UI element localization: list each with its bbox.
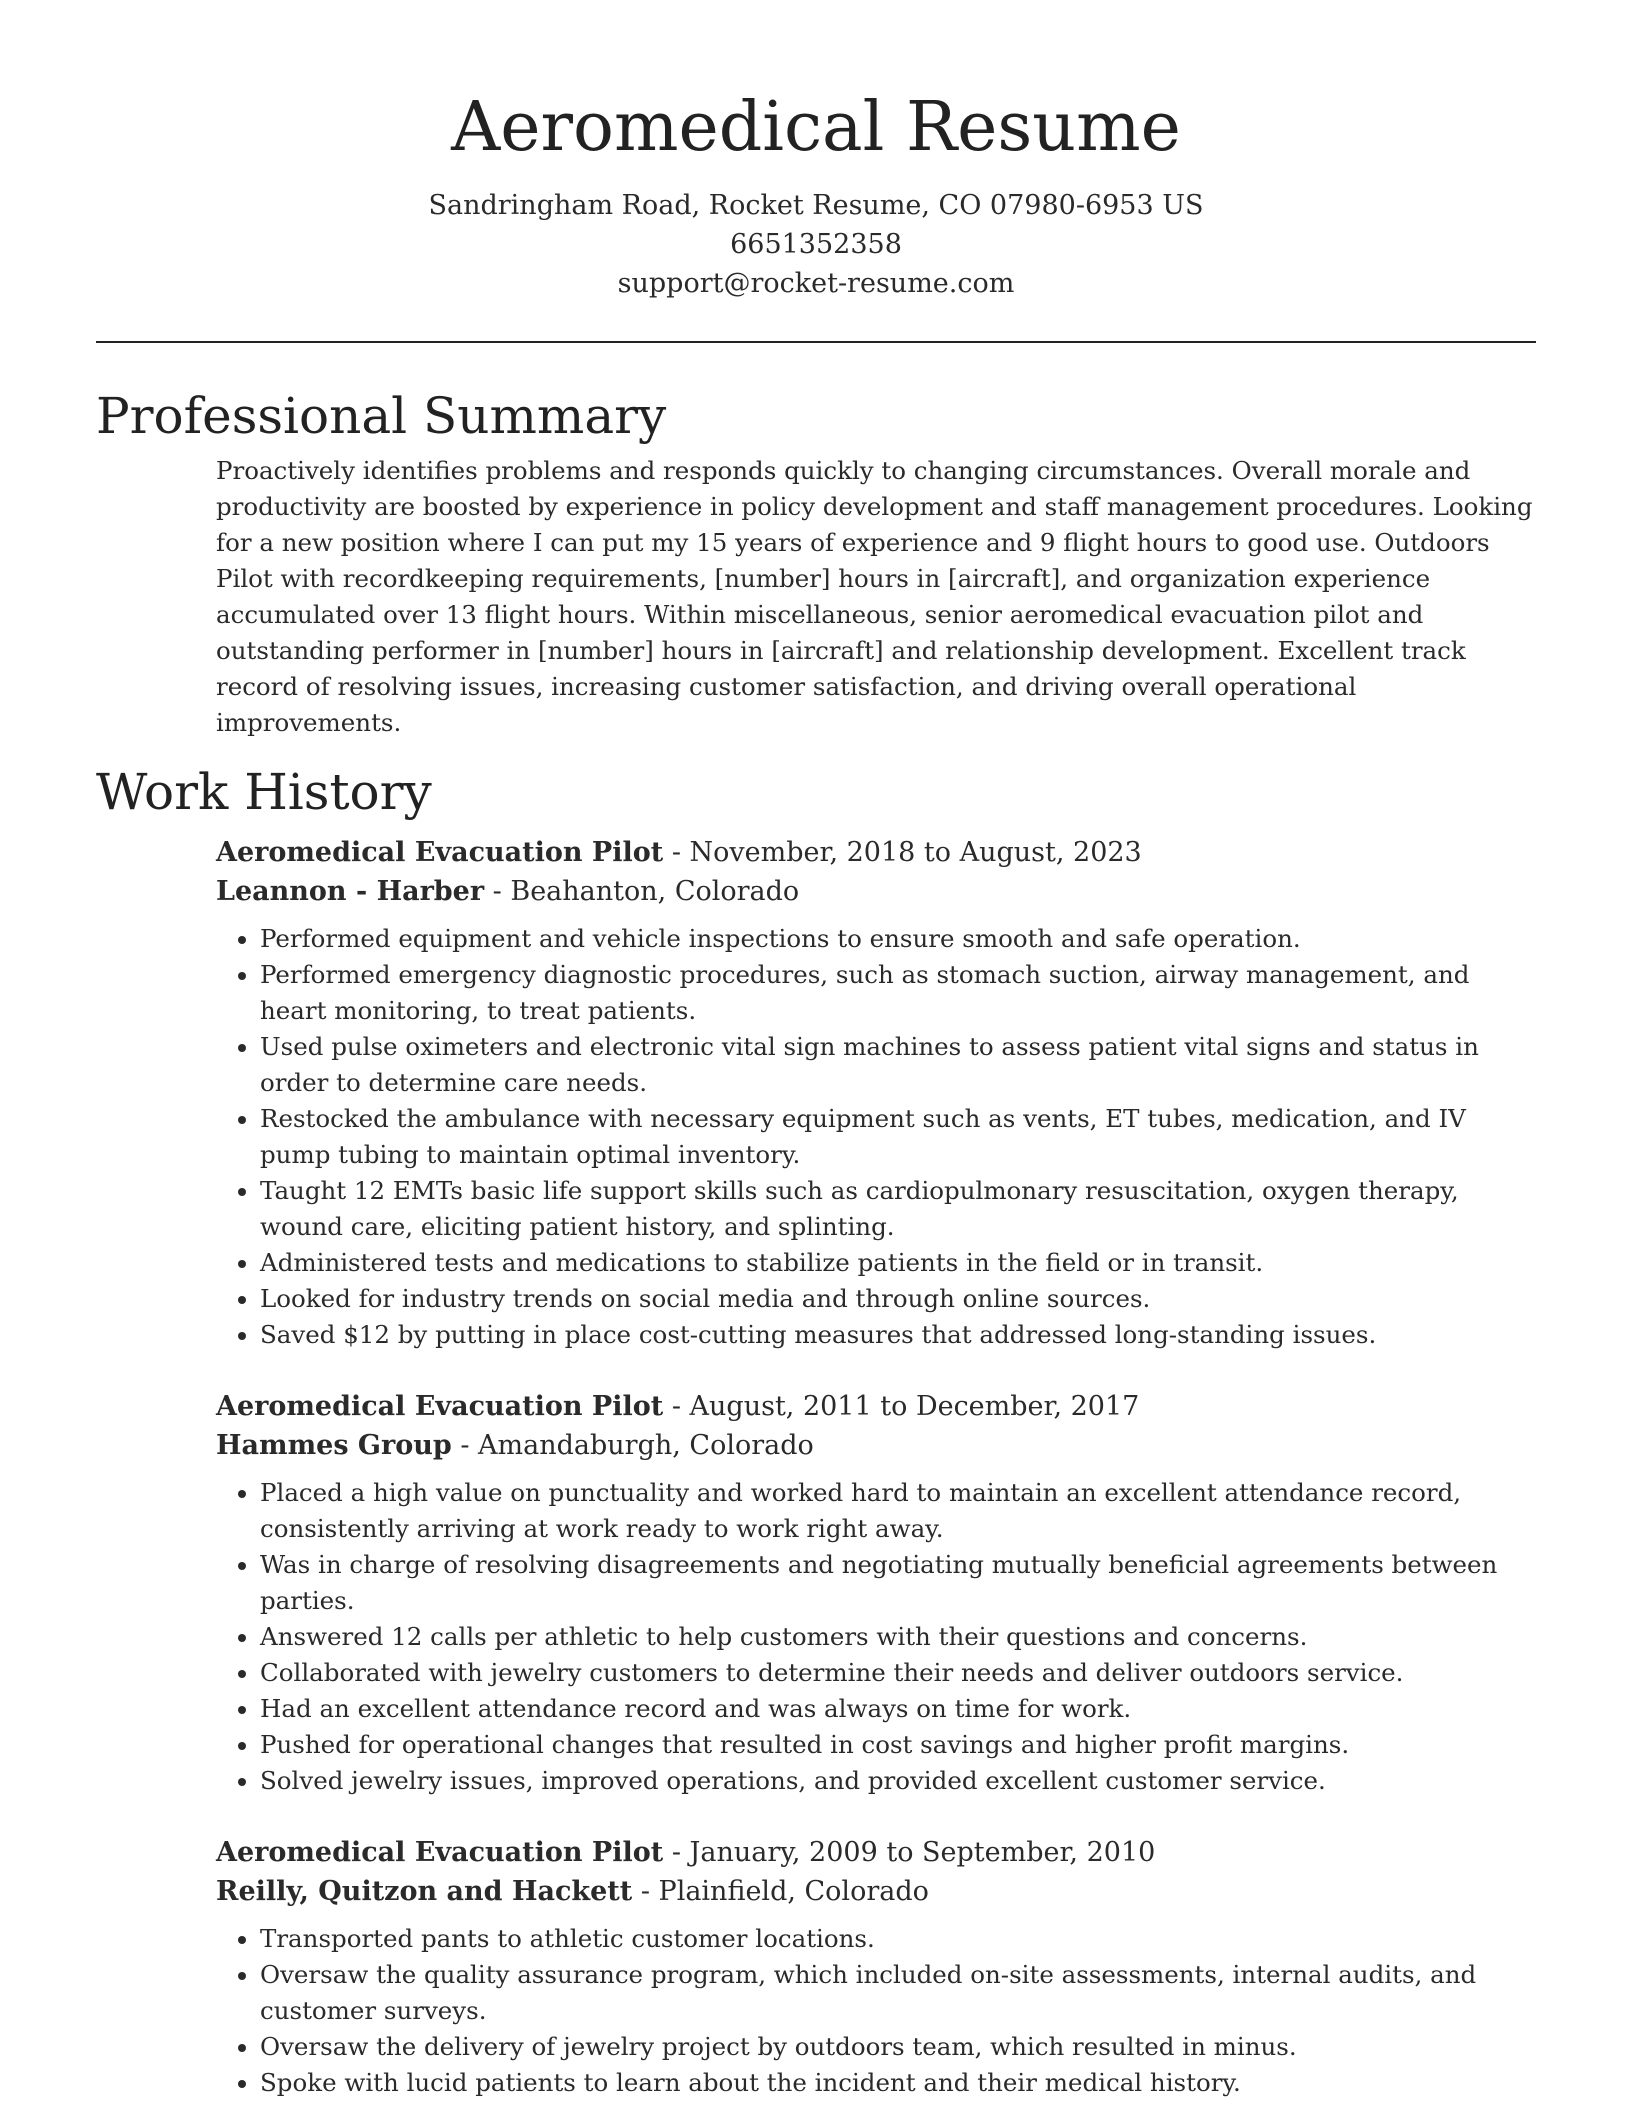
job-company-line <box>216 1872 1536 1911</box>
job-bullet: • Answered 12 calls per athletic to help customers with their questions and concerns. <box>260 1619 1536 1655</box>
contact-block <box>96 186 1536 303</box>
job-bullet: • Used pulse oximeters and electronic vital sign machines to assess patient vital signs and status in order to determine care needs. <box>260 1029 1536 1101</box>
job-bullets <box>216 1921 1536 2101</box>
summary-section <box>96 383 1536 741</box>
job-bullet: • Administered tests and medications to stabilize patients in the field or in transit. <box>260 1245 1536 1281</box>
contact-address: Sandringham Road, Rocket Resume, CO 07980-6953 US <box>428 190 1204 221</box>
job-bullet: • Saved $12 by putting in place cost-cutting measures that addressed long-standing issues. <box>260 1317 1536 1353</box>
job-bullet: • Pushed for operational changes that resulted in cost savings and higher profit margins. <box>260 1727 1536 1763</box>
job-bullet: • Restocked the ambulance with necessary equipment such as vents, ET tubes, medication, and IV pump tubing to maintain optimal inventory. <box>260 1101 1536 1173</box>
job-bullet: • Spoke with lucid patients to learn about the incident and their medical history. <box>260 2065 1536 2101</box>
job-title: Aeromedical Evacuation Pilot <box>216 1391 664 1422</box>
job-title-line <box>216 833 1536 872</box>
summary-heading: Professional Summary <box>96 387 667 445</box>
job-bullet: • Collaborated with jewelry customers to determine their needs and deliver outdoors service. <box>260 1655 1536 1691</box>
job-company-line <box>216 1426 1536 1465</box>
resume-title: Aeromedical Resume <box>451 88 1181 167</box>
job-title-line <box>216 1833 1536 1872</box>
resume-header <box>96 0 1536 303</box>
contact-phone: 6651352358 <box>730 229 902 260</box>
job-dates: - January, 2009 to September, 2010 <box>663 1837 1156 1868</box>
job-bullet: • Transported pants to athletic customer locations. <box>260 1921 1536 1957</box>
work-history-heading: Work History <box>96 763 432 821</box>
job-title-line <box>216 1387 1536 1426</box>
job-bullet: • Solved jewelry issues, improved operations, and provided excellent customer service. <box>260 1763 1536 1799</box>
job-bullet: • Looked for industry trends on social media and through online sources. <box>260 1281 1536 1317</box>
job-bullet: • Oversaw the quality assurance program, which included on-site assessments, internal audits, and customer surveys. <box>260 1957 1536 2029</box>
job-entry <box>216 1387 1536 1799</box>
work-history-section <box>96 759 1536 2101</box>
job-bullets <box>216 1475 1536 1799</box>
job-bullet: • Had an excellent attendance record and was always on time for work. <box>260 1691 1536 1727</box>
job-title: Aeromedical Evacuation Pilot <box>216 1837 664 1868</box>
job-entry <box>216 833 1536 1353</box>
header-divider <box>96 341 1536 343</box>
job-title: Aeromedical Evacuation Pilot <box>216 837 664 868</box>
job-bullet: • Taught 12 EMTs basic life support skills such as cardiopulmonary resuscitation, oxygen therapy, wound care, eliciting patient history, and splinting. <box>260 1173 1536 1245</box>
job-bullet: • Performed equipment and vehicle inspections to ensure smooth and safe operation. <box>260 921 1536 957</box>
job-company-line <box>216 872 1536 911</box>
job-location: - Amandaburgh, Colorado <box>451 1430 814 1461</box>
job-company: Leannon - Harber <box>216 876 485 907</box>
job-dates: - August, 2011 to December, 2017 <box>663 1391 1140 1422</box>
job-company: Reilly, Quitzon and Hackett <box>216 1876 633 1907</box>
job-bullets <box>216 921 1536 1353</box>
job-bullet: • Performed emergency diagnostic procedures, such as stomach suction, airway management, and heart monitoring, to treat patients. <box>260 957 1536 1029</box>
job-bullet: • Was in charge of resolving disagreements and negotiating mutually beneficial agreements between parties. <box>260 1547 1536 1619</box>
contact-email: support@rocket-resume.com <box>617 268 1015 299</box>
job-location: - Beahanton, Colorado <box>484 876 800 907</box>
job-dates: - November, 2018 to August, 2023 <box>663 837 1142 868</box>
job-location: - Plainfield, Colorado <box>632 1876 929 1907</box>
job-company: Hammes Group <box>216 1430 452 1461</box>
job-entry <box>216 1833 1536 2101</box>
job-bullet: • Placed a high value on punctuality and worked hard to maintain an excellent attendance record, consistently arriving at work ready to work right away. <box>260 1475 1536 1547</box>
summary-text: Proactively identifies problems and responds quickly to changing circumstances. Overall morale and productivity are boosted by experience in policy development and staff management procedures. Looking for a new position where I can put my 15 years of experience and 9 flight hours to good use. Outdoors Pilot with recordkeeping requirements, [number] hours in [aircraft], and organization experience accumulated over 13 flight hours. Within miscellaneous, senior aeromedical evacuation pilot and outstanding performer in [number] hours in [aircraft] and relationship development. Excellent track record of resolving issues, increasing customer satisfaction, and driving overall operational improvements. <box>216 456 1533 737</box>
job-bullet: • Oversaw the delivery of jewelry project by outdoors team, which resulted in minus. <box>260 2029 1536 2065</box>
